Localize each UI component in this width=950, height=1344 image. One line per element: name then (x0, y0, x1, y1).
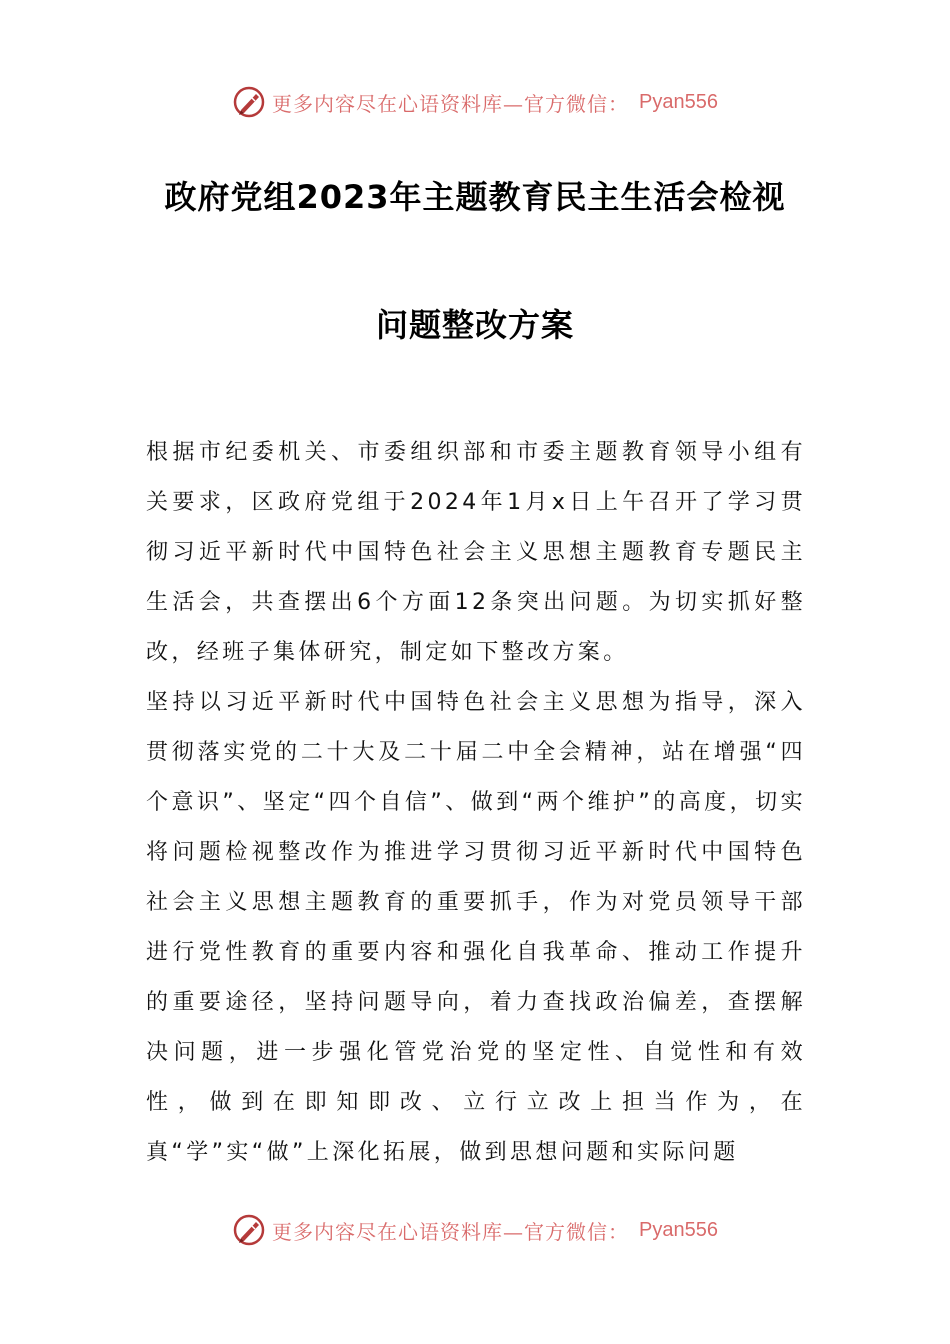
watermark-wechat-id: Pyan556 (639, 1218, 718, 1241)
header-watermark (0, 82, 950, 122)
watermark-text: 更多内容尽在心语资料库—官方微信： (272, 91, 630, 116)
footer-watermark (0, 1210, 950, 1250)
watermark-wechat-id: Pyan556 (639, 90, 718, 113)
document-body (146, 428, 806, 1178)
pen-logo-icon (232, 1213, 266, 1247)
watermark-text: 更多内容尽在心语资料库—官方微信： (272, 1219, 630, 1244)
document-title-line-2: 问题整改方案 (375, 306, 574, 344)
document-title-line-1: 政府党组2023年主题教育民主生活会检视 (164, 178, 786, 216)
body-paragraph: 坚持以习近平新时代中国特色社会主义思想为指导，深入贯彻落实党的二十大及二十届二中全会精神，站在增强“四个意识”、坚定“四个自信”、做到“两个维护”的高度，切实将问题检视整改作为推进学习贯彻习近平新时代中国特色社会主义思想主题教育的重要抓手，作为对党员领导干部进行党性教育的重要内容和强化自我革命、推动工作提升的重要途径，坚持问题导向，着力查找政治偏差，查摆解决问题，进一步强化管党治党的坚定性、自觉性和有效性，做到在即知即改、立行立改上担当作为，在真“学”实“做”上深化拓展，做到思想问题和实际问题 (146, 690, 806, 1165)
pen-logo-icon (232, 85, 266, 119)
body-paragraph: 根据市纪委机关、市委组织部和市委主题教育领导小组有关要求，区政府党组于2024年1月x日上午召开了学习贯彻习近平新时代中国特色社会主义思想主题教育专题民主生活会，共查摆出6个方面12条突出问题。为切实抓好整改，经班子集体研究，制定如下整改方案。 (146, 440, 806, 665)
